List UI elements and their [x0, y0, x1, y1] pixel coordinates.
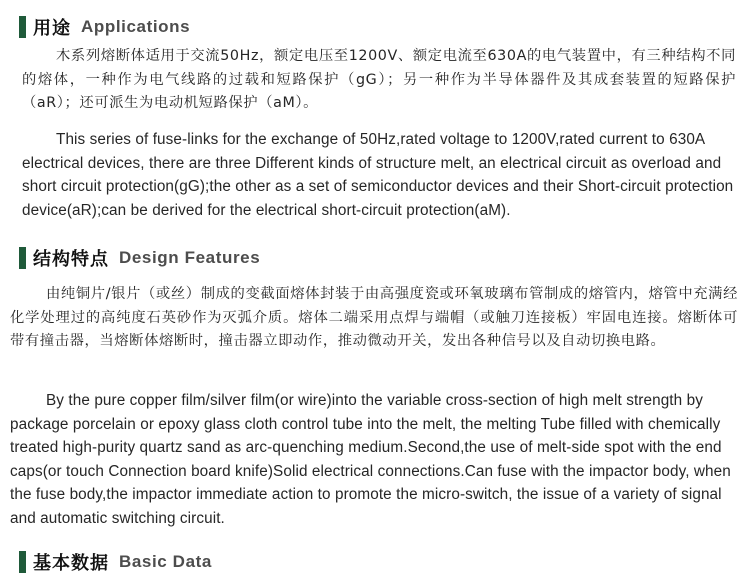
basic-data-title-en: Basic Data [119, 552, 212, 571]
applications-title-en: Applications [81, 17, 191, 36]
heading-bar-marker [19, 16, 26, 38]
design-features-title-en: Design Features [119, 248, 261, 267]
applications-heading [0, 14, 190, 40]
design-features-title-cn: 结构特点 [33, 249, 109, 270]
design-features-body-en: By the pure copper film/silver film(or wire)into the variable cross-section of high melt strength by package porcelain or epoxy glass cloth control tube into the melt, the melting Tube filled with chemically treated high-purity quartz sand as arc-quenching medium.Second,the use of melt-side spot with the end caps(or touch Connection board knife)Solid electrical connections.Can fuse with the impactor body, when the fuse body,the impactor immediate action to promote the micro-switch, the issue of a variety of signal and automatic switching circuit. [10, 392, 731, 527]
applications-title-cn: 用途 [33, 18, 71, 39]
heading-bar-marker [19, 551, 26, 573]
basic-data-title-cn: 基本数据 [33, 553, 109, 574]
design-features-body-cn: 由纯铜片/银片（或丝）制成的变截面熔体封装于由高强度瓷或环氧玻璃布管制成的熔管内，熔管中充满经化学处理过的高纯度石英砂作为灭弧介质。熔体二端采用点焊与端帽（或触刀连接板）牢固电连接。熔断体可带有撞击器，当熔断体熔断时，撞击器立即动作，推动微动开关，发出各种信号以及自动切换电路。 [10, 286, 738, 349]
applications-body-en: This series of fuse-links for the exchange of 50Hz,rated voltage to 1200V,rated current to 630A electrical devices, there are three Different kinds of structure melt, an electrical circuit as overload and short circuit protection(gG);the other as a set of semiconductor devices and their Short-circuit protection device(aR);can be derived for the electrical short-circuit protection(aM). [22, 131, 734, 219]
basic-data-heading [0, 549, 212, 575]
heading-bar-marker [19, 247, 26, 269]
applications-body-cn: 木系列熔断体适用于交流50Hz，额定电压至1200V、额定电流至630A的电气装置中，有三种结构不同的熔体，一种作为电气线路的过载和短路保护（gG）；另一种作为半导体器件及其成套装置的短路保护（aR）；还可派生为电动机短路保护（aM）。 [22, 48, 736, 111]
design-features-heading [0, 245, 260, 271]
